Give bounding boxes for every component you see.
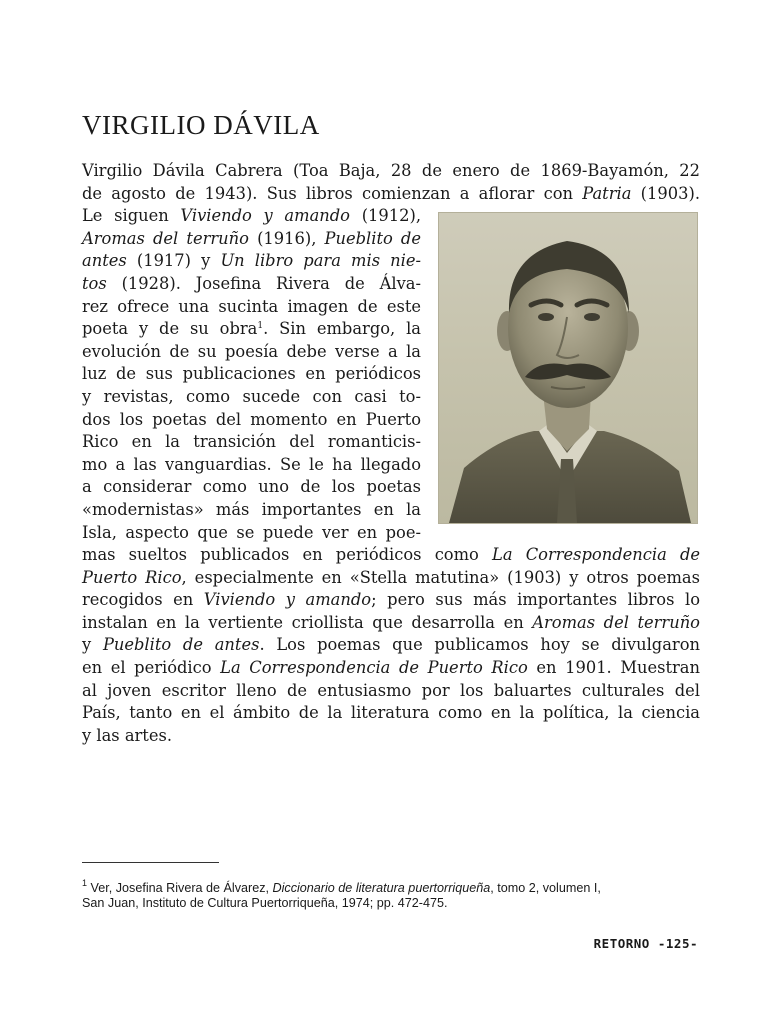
body-line: en el periódico La Correspondencia de Puerto Rico en 1901. Muestran: [82, 658, 700, 678]
body-line: rez ofrece una sucinta imagen de este: [82, 296, 421, 316]
body-line: «modernistas» más importantes en la: [82, 499, 421, 519]
body-line: Isla, aspecto que se puede ver en poe-: [82, 522, 421, 542]
footnote-line: San Juan, Instituto de Cultura Puertorriqueña, 1974; pp. 472-475.: [82, 896, 448, 910]
body-line: al joven escritor lleno de entusiasmo por los baluartes culturales del: [82, 680, 700, 700]
body-line: instalan en la vertiente criollista que desarrolla en Aromas del terruño: [82, 612, 700, 632]
portrait-illustration: [439, 213, 697, 523]
body-line: Le siguen Viviendo y amando (1912),: [82, 206, 422, 226]
body-line: y las artes.: [82, 725, 173, 745]
body-line: Virgilio Dávila Cabrera (Toa Baja, 28 de enero de 1869-Bayamón, 22: [82, 161, 700, 180]
body-line: luz de sus publicaciones en periódicos: [82, 364, 421, 384]
footnote-ref[interactable]: 1: [257, 321, 264, 332]
body-line: Aromas del terruño (1916), Pueblito de: [82, 228, 421, 248]
body-line: y Pueblito de antes. Los poemas que publicamos hoy se divulgaron: [82, 635, 700, 655]
body-line: mas sueltos publicados en periódicos como La Correspondencia de: [82, 545, 701, 565]
body-line: Rico en la transición del romanticis-: [82, 432, 421, 452]
body-line: mo a las vanguardias. Se le ha llegado: [82, 454, 421, 474]
portrait-photo: [438, 212, 698, 524]
page-title: VIRGILIO DÁVILA: [82, 110, 320, 140]
body-line: a considerar como uno de los poetas: [82, 477, 421, 497]
body-line: de agosto de 1943). Sus libros comienzan a aflorar con Patria (1903).: [82, 183, 700, 203]
footnote: [82, 878, 700, 911]
body-line: evolución de su poesía debe verse a la: [82, 341, 421, 361]
page-footer: RETORNO -125-: [593, 936, 698, 951]
body-line: antes (1917) y Un libro para mis nie-: [82, 251, 421, 271]
body-line: Puerto Rico, especialmente en «Stella matutina» (1903) y otros poemas: [82, 567, 700, 587]
body-line: poeta y de su obra$^1$. Sin embargo, la: [82, 319, 421, 339]
body-line: recogidos en Viviendo y amando; pero sus más importantes libros lo: [82, 590, 700, 610]
body-line: dos los poetas del momento en Puerto: [82, 409, 421, 429]
footnote-line: $^1$ Ver, Josefina Rivera de Álvarez, Diccionario de literatura puertorriqueña, tomo 2, volumen I,: [82, 878, 601, 895]
footnote-divider: [82, 862, 219, 863]
body-line: País, tanto en el ámbito de la literatura como en la política, la ciencia: [82, 703, 700, 723]
body-line: tos (1928). Josefina Rivera de Álva-: [82, 273, 421, 293]
body-line: y revistas, como sucede con casi to-: [82, 386, 421, 406]
